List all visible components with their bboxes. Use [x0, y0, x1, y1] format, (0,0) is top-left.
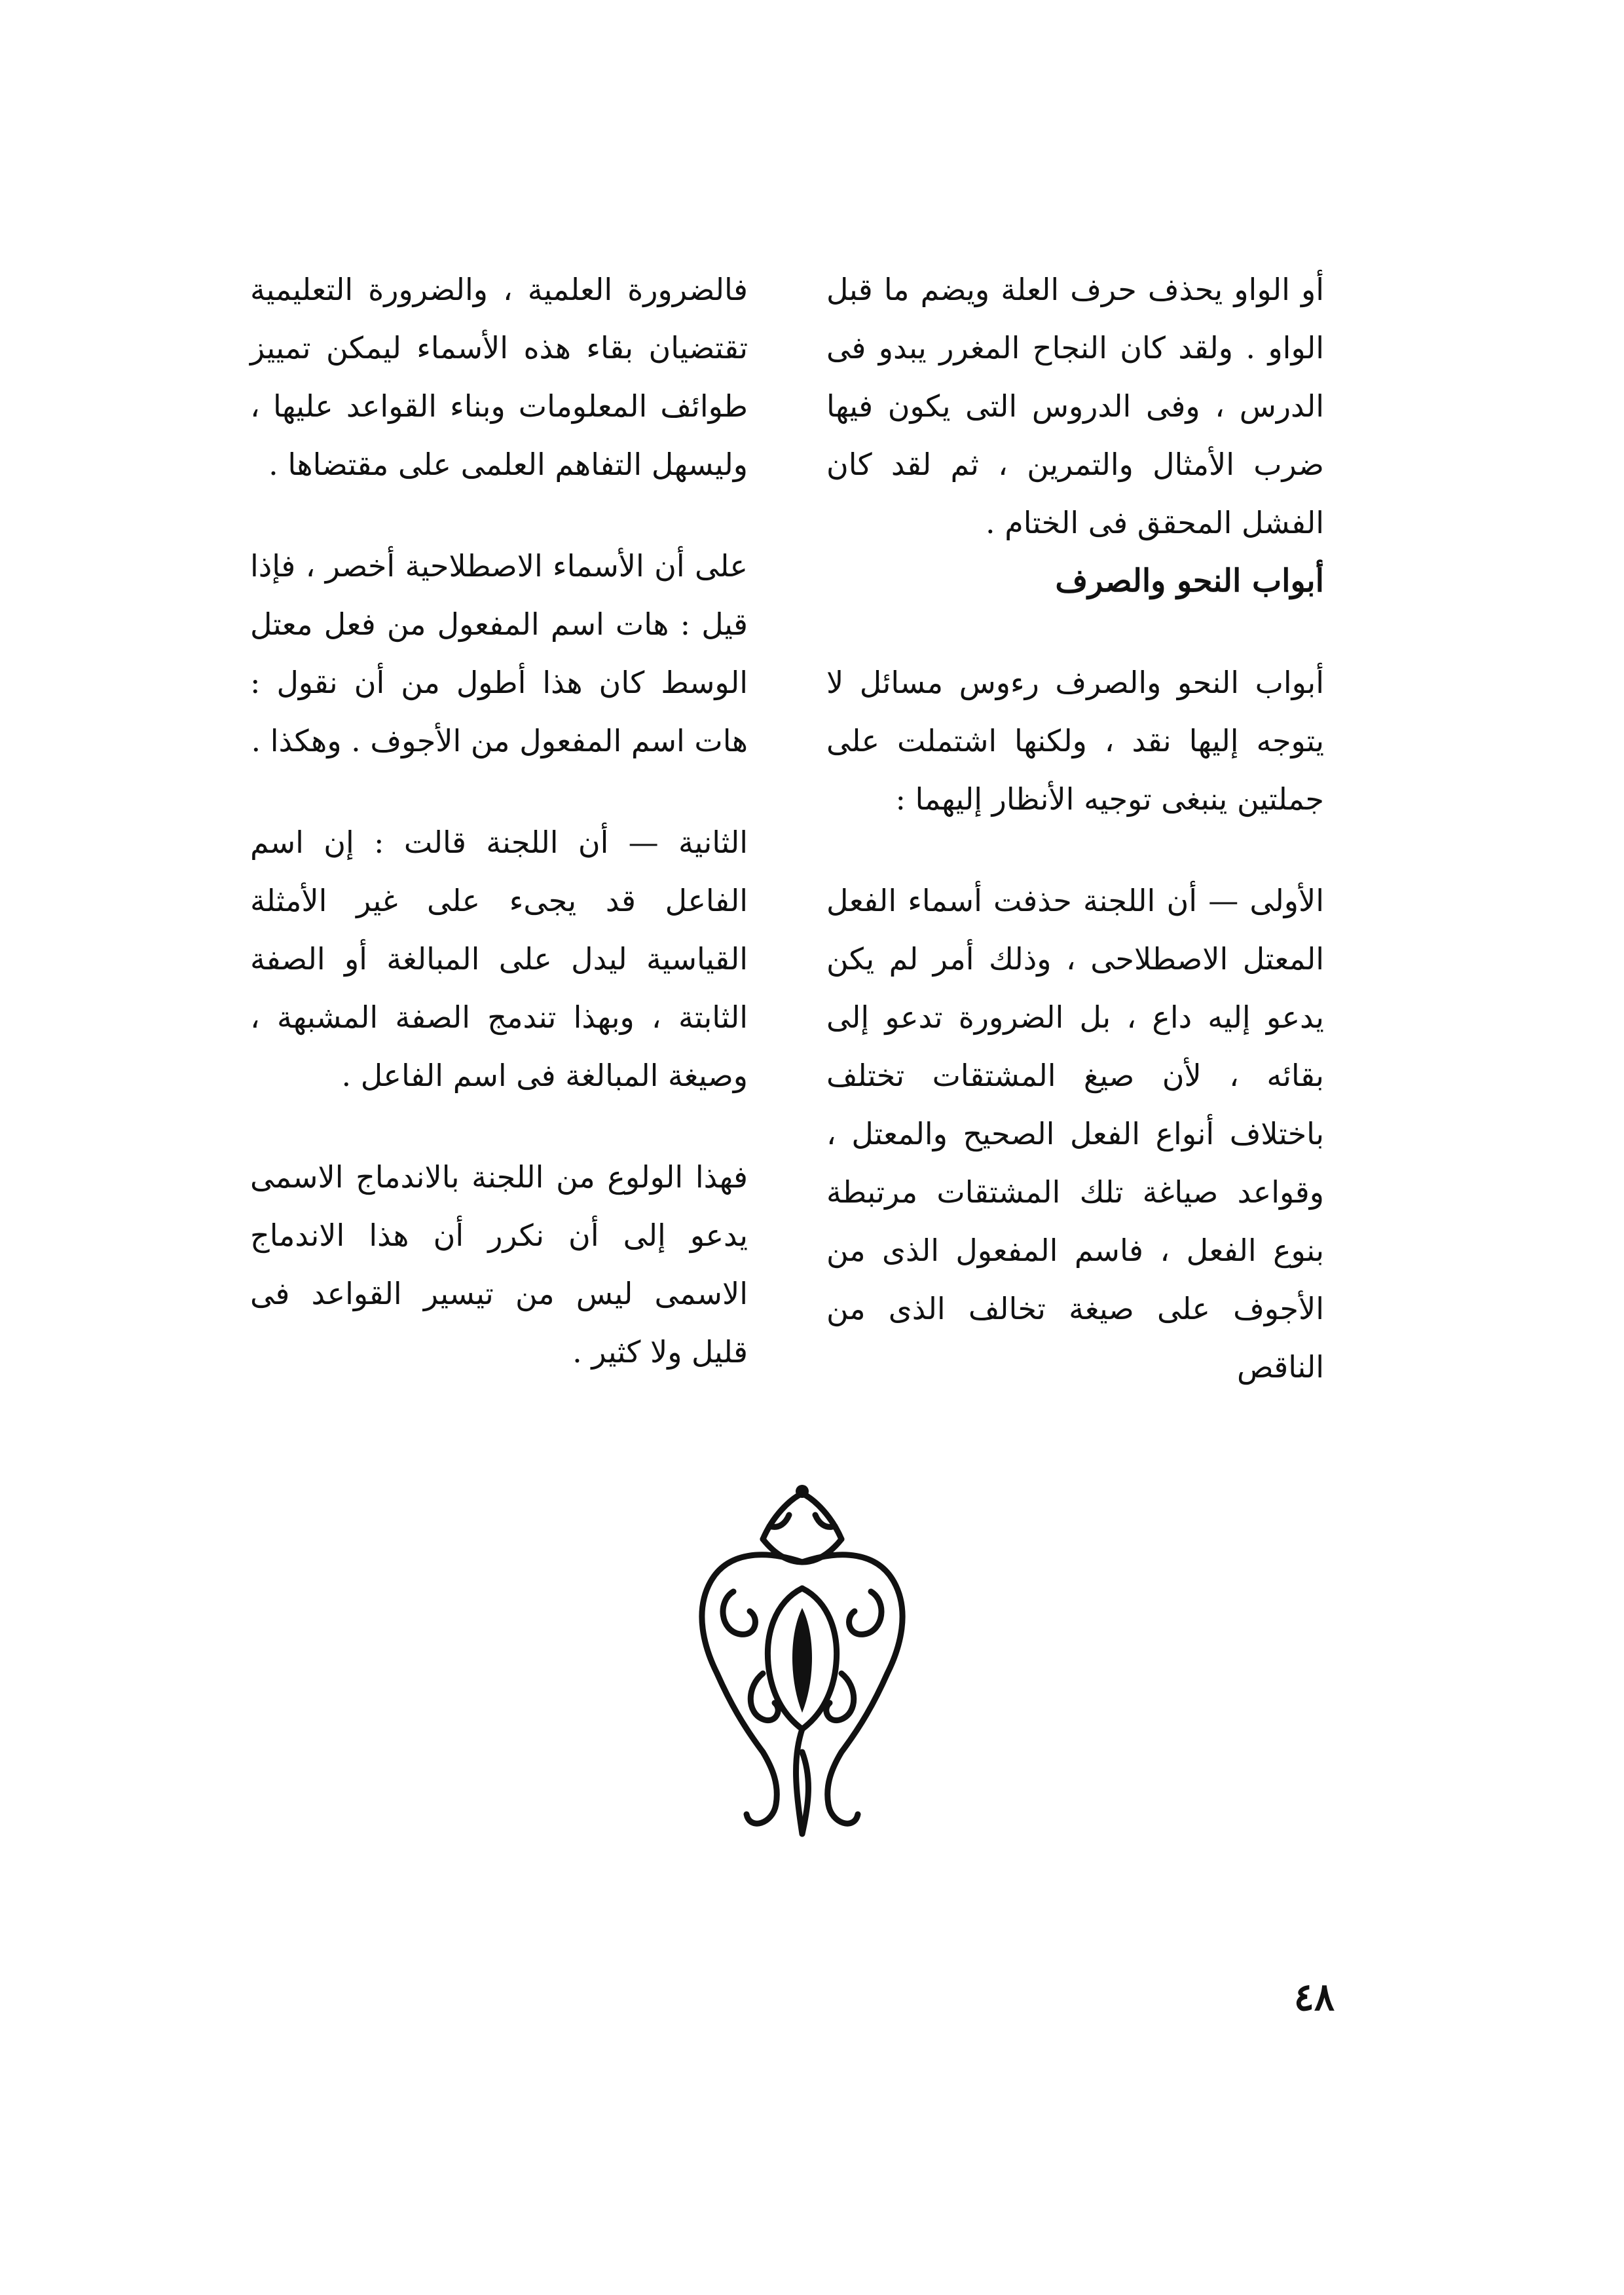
right-paragraph-1: أو الواو يحذف حرف العلة ويضم ما قبل الواو . ولقد كان النجاح المغرر يبدو فى الدرس ، وفى الدروس التى يكون فيها ضرب الأمثال والتمرين ، ثم لقد كان الفشل المحقق فى الختام .	[826, 272, 1324, 540]
floral-ornament-icon	[665, 1477, 940, 1870]
left-column	[250, 261, 748, 1381]
right-paragraph-2: أبواب النحو والصرف رءوس مسائل لا يتوجه إليها نقد ، ولكنها اشتملت على جملتين ينبغى توجيه الأنظار إليهما :	[826, 665, 1324, 817]
page-number: ٤٨	[1293, 1975, 1335, 2019]
left-paragraph-4: فهذا الولوع من اللجنة بالاندماج الاسمى يدعو إلى أن نكرر أن هذا الاندماج الاسمى ليس من تيسير القواعد فى قليل ولا كثير .	[250, 1159, 748, 1370]
right-column	[826, 261, 1324, 1396]
left-paragraph-1: فالضرورة العلمية ، والضرورة التعليمية تقتضيان بقاء هذه الأسماء ليمكن تمييز طوائف المعلومات وبناء القواعد عليها ، وليسهل التفاهم العلمى على مقتضاها .	[250, 272, 748, 482]
section-heading: أبواب النحو والصرف	[1055, 563, 1324, 599]
left-paragraph-3: الثانية — أن اللجنة قالت : إن اسم الفاعل قد يجىء على غير الأمثلة القياسية ليدل على المبالغة أو الصفة الثابتة ، وبهذا تندمج الصفة المشبهة ، وصيغة المبالغة فى اسم الفاعل .	[250, 825, 748, 1093]
right-paragraph-3: الأولى — أن اللجنة حذفت أسماء الفعل المعتل الاصطلاحى ، وذلك أمر لم يكن يدعو إليه داع ، بل الضرورة تدعو إلى بقائه ، لأن صيغ المشتقات تختلف باختلاف أنواع الفعل الصحيح والمعتل ، وقواعد صياغة تلك المشتقات مرتبطة بنوع الفعل ، فاسم المفعول الذى من الأجوف على صيغة تخالف الذى من الناقص	[826, 883, 1324, 1385]
left-paragraph-2: على أن الأسماء الاصطلاحية أخصر ، فإذا قيل : هات اسم المفعول من فعل معتل الوسط كان هذا أطول من أن نقول : هات اسم المفعول من الأجوف . وهكذا .	[250, 548, 748, 758]
